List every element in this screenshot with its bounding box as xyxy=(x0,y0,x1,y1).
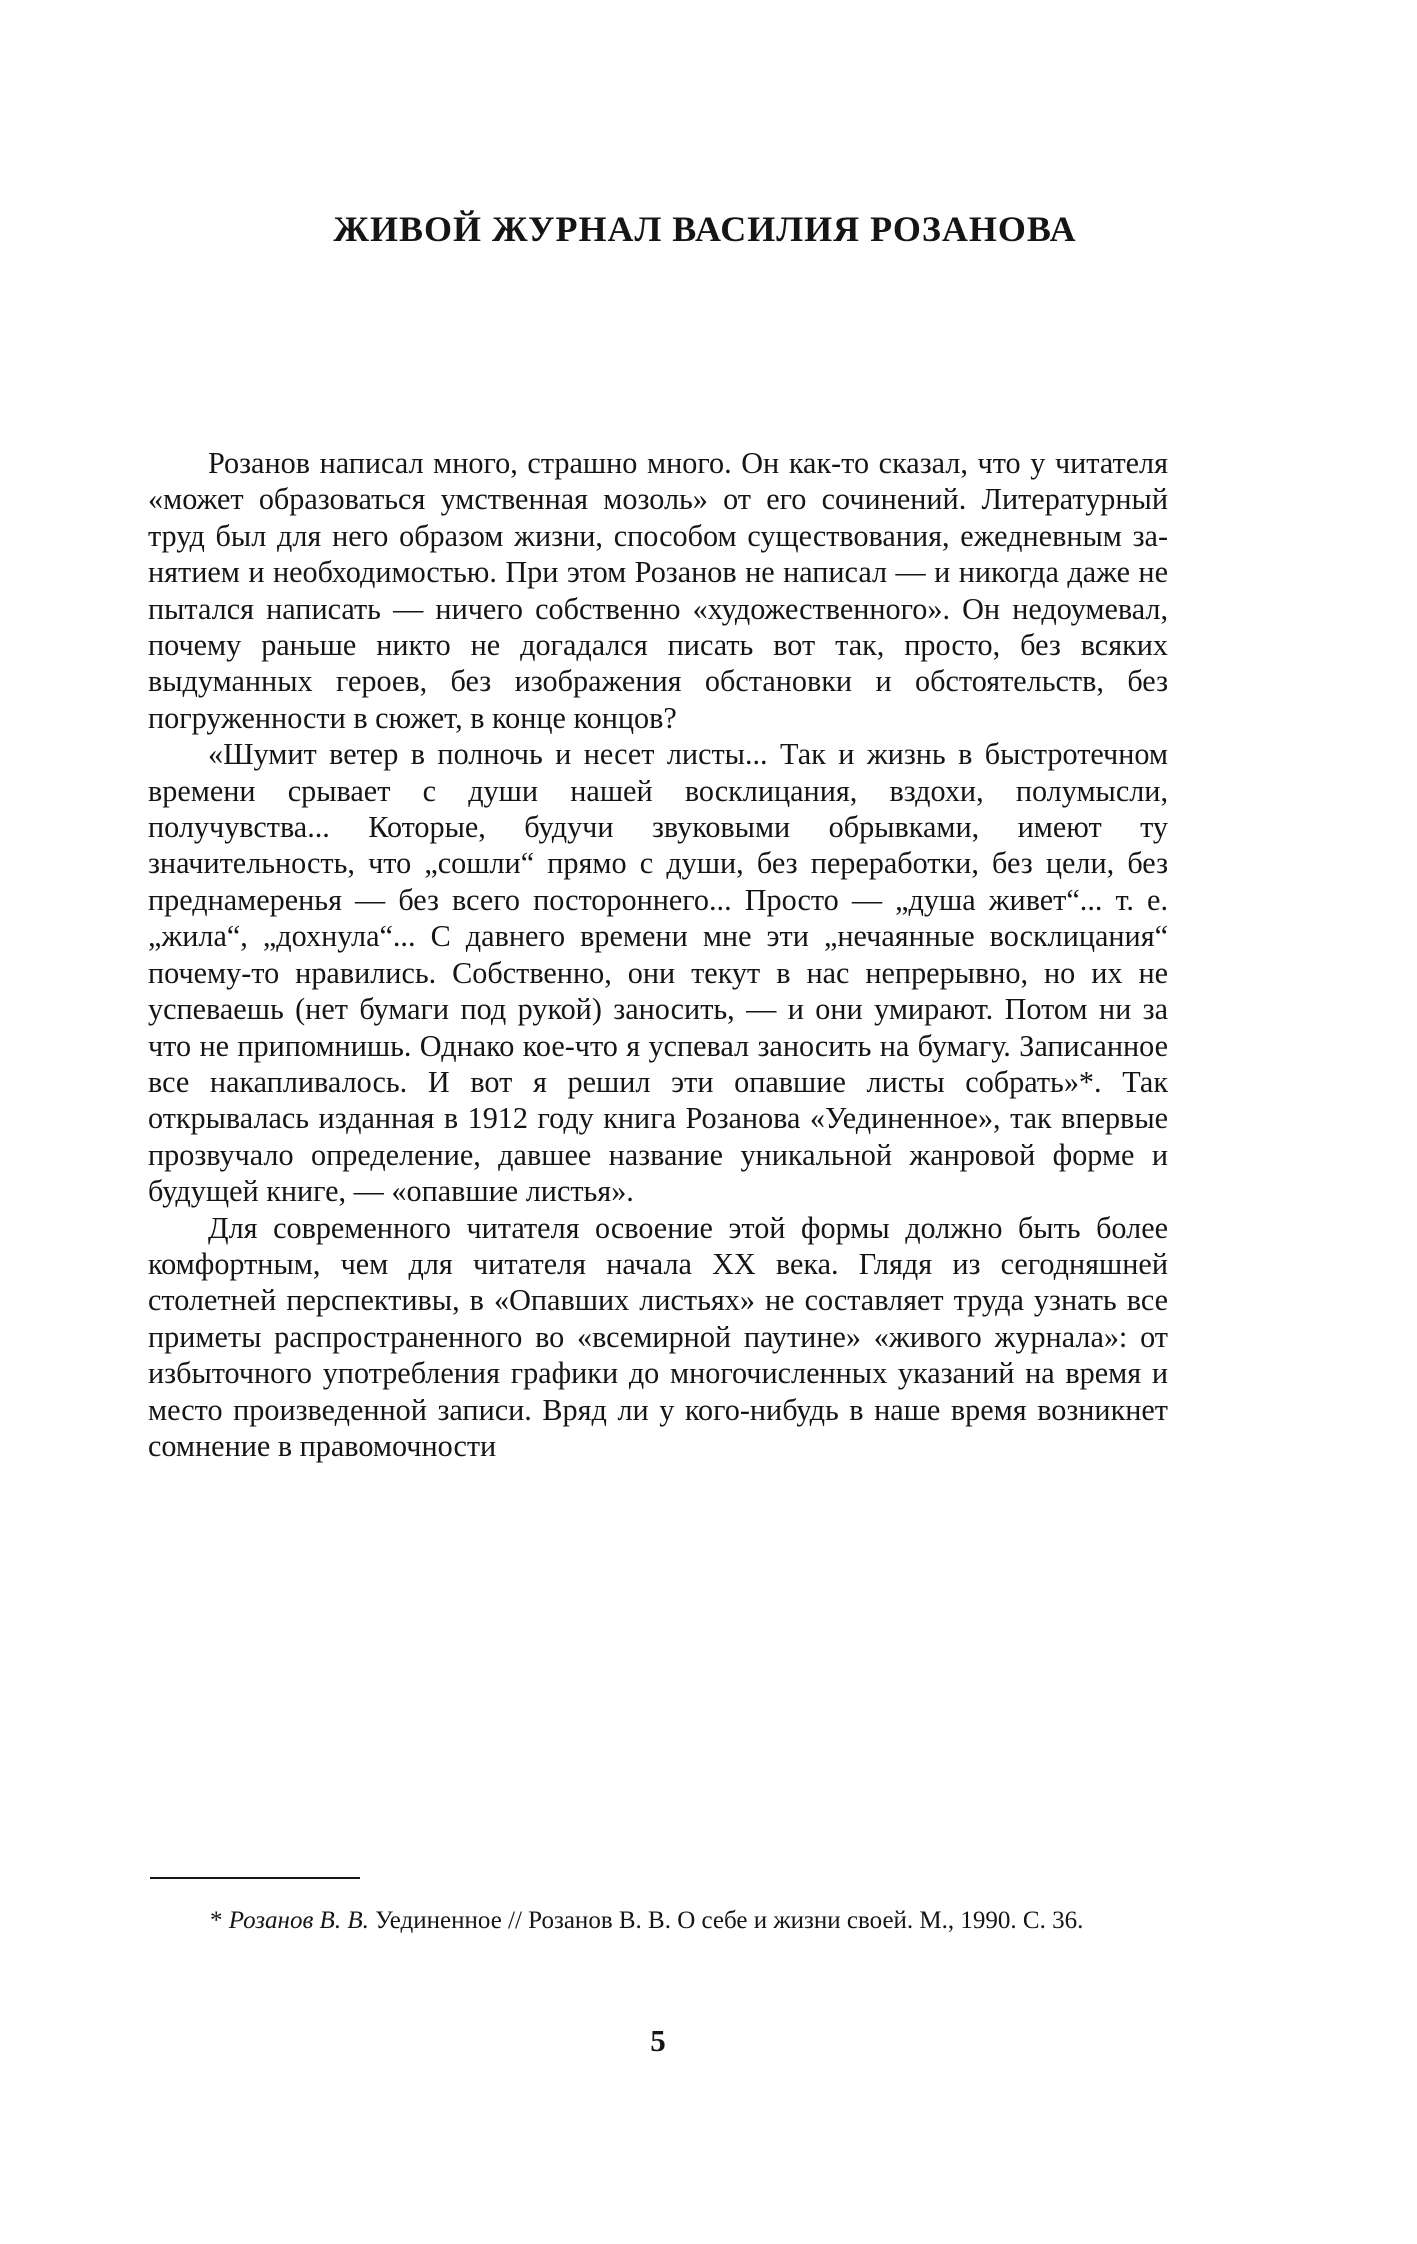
chapter-title: ЖИВОЙ ЖУРНАЛ ВАСИЛИЯ РОЗАНОВА xyxy=(333,209,1077,249)
paragraph-2: «Шумит ветер в полночь и несет листы... Так и жизнь в быстротечном времени срывает с души нашей восклицания, вздохи, полумысли, получувства... Которые, будучи звуковыми обрывками, имеют ту значительность, что „сошли“ прямо с души, без переработки, без цели, без преднамеренья — без всего постороннего... Просто — „душа живет“... т. е. „жила“, „дохнула“... С давнего времени мне эти „нечаянные восклицания“ почему-то нравились. Собственно, они текут в нас непрерывно, но их не успеваешь (нет бумаги под рукой) заносить, — и они умирают. Потом ни за что не припомнишь. Однако кое-что я успевал заносить на бумагу. Записанное все накапливалось. И вот я решил эти опавшие листы собрать»*. Так открывалась изданная в 1912 году книга Розанова «Уединенное», так впервые прозвучало определение, давшее название уникальной жанровой форме и будущей книге, — «опавшие листья». xyxy=(148,737,1168,1209)
footnote xyxy=(150,1903,1168,1939)
paragraph-3: Для современного читателя освоение этой формы должно быть более комфортным, чем для читателя начала XX века. Глядя из сегодняшней столетней перспективы, в «Опавших листьях» не составляет труда узнать все приметы распространенного во «всемирной паутине» «живого журнала»: от избыточного употребления графики до многочисленных указаний на время и место произведенной записи. Вряд ли у кого-нибудь в наше время возникнет сомнение в правомочности xyxy=(148,1210,1168,1463)
footnote-marker: * xyxy=(210,1907,223,1934)
footnote-divider xyxy=(150,1877,360,1879)
footnote-text: Уединенное // Розанов В. В. О себе и жизни своей. М., 1990. С. 36. xyxy=(368,1907,1084,1934)
page-number: 5 xyxy=(650,2023,666,2058)
body-text xyxy=(148,445,1168,1464)
paragraph-1: Розанов написал много, страшно много. Он как-то сказал, что у читателя «может образоваться умственная мозоль» от его сочинений. Литературный труд был для него образом жизни, способом существования, ежедневным занятием и необходимостью. При этом Розанов не написал — и никогда даже не пытался написать — ничего собственно «художественного». Он недоумевал, почему раньше никто не догадался писать вот так, просто, без всяких выдуманных героев, без изображения обстановки и обстоятельств, без погруженности в сюжет, в конце концов? xyxy=(148,446,1168,735)
footnote-author: Розанов В. В. xyxy=(228,1907,369,1934)
